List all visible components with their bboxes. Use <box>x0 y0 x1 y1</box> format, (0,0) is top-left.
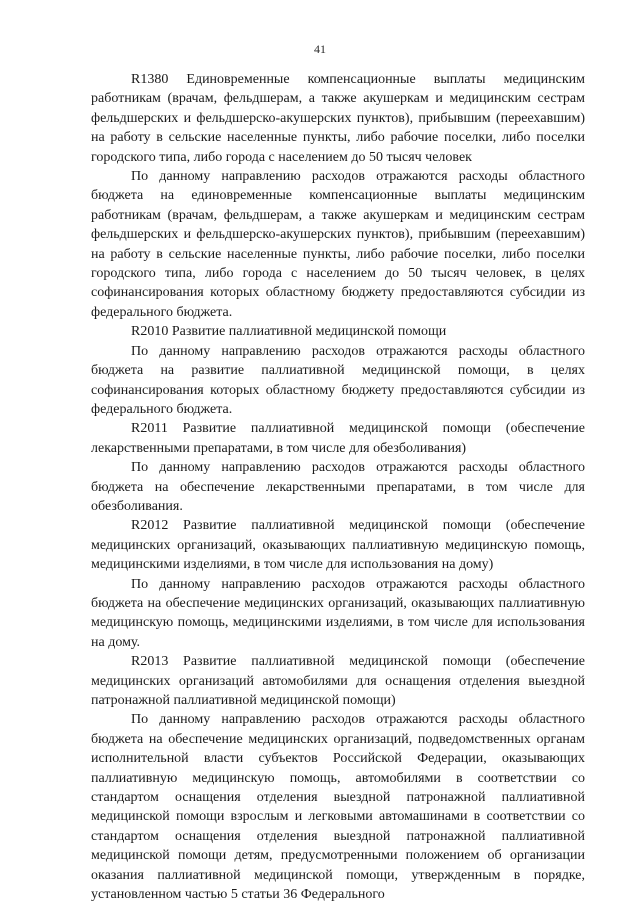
section-description-r2011: По данному направлению расходов отражаются расходы областного бюджета на обеспечение лекарственными препаратами, в том числе для обезболивания. <box>91 460 585 514</box>
section-description-r2010: По данному направлению расходов отражаются расходы областного бюджета на развитие паллиативной медицинской помощи, в целях софинансирования которых областному бюджету предоставляются субсидии из федерального бюджета. <box>91 343 585 417</box>
section-description-r2013: По данному направлению расходов отражаются расходы областного бюджета на обеспечение медицинских организаций, подведомственных органам исполнительной власти субъектов Российской Федерации, оказывающих паллиативную медицинскую помощь, автомобилями в соответствии со стандартом оснащения отделения выездной патронажной паллиативной медицинской помощи взрослым и легковыми автомашинами в соответствии со стандартом оснащения отделения выездной патронажной паллиативной медицинской помощи детям, предусмотренными положением об организации оказания паллиативной медицинской помощи, утвержденным в порядке, установленном частью 5 статьи 36 Федерального <box>91 712 585 903</box>
section-description-r1380: По данному направлению расходов отражаются расходы областного бюджета на единовременные компенсационные выплаты медицинским работникам (врачам, фельдшерам, а также акушеркам и медицинским сестрам фельдшерских и фельдшерско-акушерских пунктов), прибывшим (переехавшим) на работу в сельские населенные пункты, либо рабочие поселки, либо поселки городского типа, либо города с населением до 50 тысяч человек, в целях софинансирования которых областному бюджету предоставляются субсидии из федерального бюджета. <box>91 169 585 320</box>
section-heading-r1380: R1380 Единовременные компенсационные выплаты медицинским работникам (врачам, фельдшерам, а также акушеркам и медицинским сестрам фельдшерских и фельдшерско-акушерских пунктов), прибывшим (переехавшим) на работу в сельские населенные пункты, либо рабочие поселки, либо поселки городского типа, либо города с населением до 50 тысяч человек <box>91 72 585 165</box>
document-body <box>91 70 585 904</box>
section-description-r2012: По данному направлению расходов отражаются расходы областного бюджета на обеспечение медицинских организаций, оказывающих паллиативную медицинскую помощь, медицинскими изделиями, в том числе для использования на дому. <box>91 576 585 650</box>
section-heading-r2013: R2013 Развитие паллиативной медицинской помощи (обеспечение медицинских организаций автомобилями для оснащения отделения выездной патронажной паллиативной медицинской помощи) <box>91 654 585 708</box>
section-heading-r2011: R2011 Развитие паллиативной медицинской помощи (обеспечение лекарственными препаратами, в том числе для обезболивания) <box>91 421 585 456</box>
page-number: 41 <box>314 42 326 56</box>
section-heading-r2012: R2012 Развитие паллиативной медицинской помощи (обеспечение медицинских организаций, оказывающих паллиативную медицинскую помощь, медицинскими изделиями, в том числе для использования на дому) <box>91 518 585 573</box>
section-heading-r2010: R2010 Развитие паллиативной медицинской помощи <box>131 324 447 340</box>
